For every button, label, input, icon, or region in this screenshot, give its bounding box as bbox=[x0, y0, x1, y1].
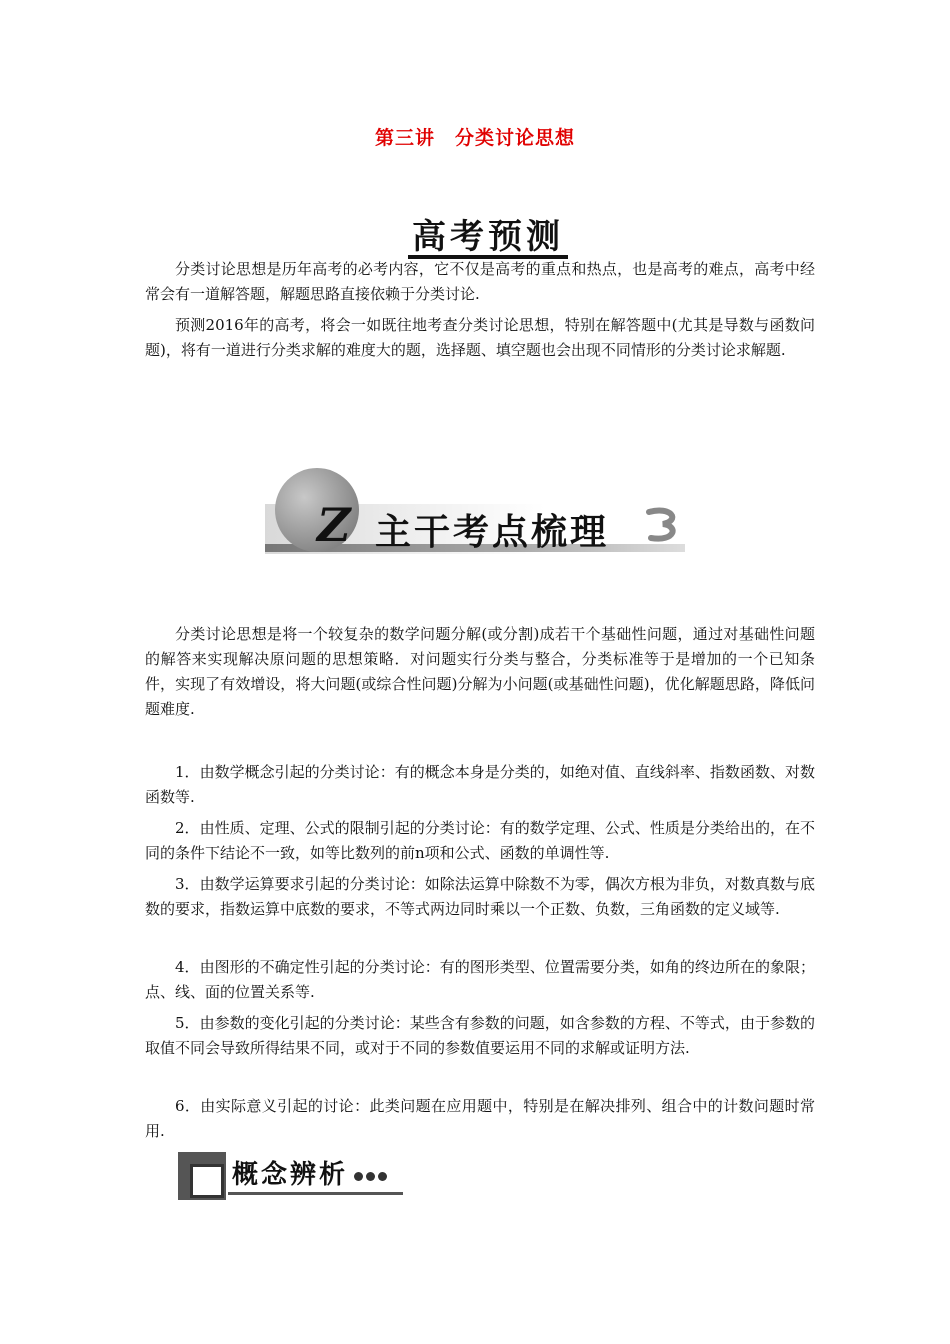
swirl-icon bbox=[641, 502, 685, 546]
review-intro: 分类讨论思想是将一个较复杂的数学问题分解(或分割)成若干个基础性问题，通过对基础性问题的解答来实现解决原问题的思想策略．对问题实行分类与整合，分类标准等于是增加的一个已知条件，实现了有效增设，将大问题(或综合性问题)分解为小问题(或基础性问题)，优化解题思路，降低问题难度. bbox=[145, 625, 815, 718]
banner-underline bbox=[228, 1192, 403, 1195]
forecast-paragraph-2: 预测2016年的高考，将会一如既往地考查分类讨论思想，特别在解答题中(尤其是导数与函数问题)，将有一道进行分类求解的难度大的题，选择题、填空题也会出现不同情形的分类讨论求解题. bbox=[145, 316, 815, 359]
z-letter-icon: Z bbox=[317, 498, 351, 552]
review-item-6: 6．由实际意义引起的讨论：此类问题在应用题中，特别是在解决排列、组合中的计数问题时常用. bbox=[145, 1097, 815, 1140]
review-item-3: 3．由数学运算要求引起的分类讨论：如除法运算中除数不为零，偶次方根为非负，对数真数与底数的要求，指数运算中底数的要求，不等式两边同时乘以一个正数、负数，三角函数的定义域等. bbox=[145, 875, 815, 918]
ellipsis-dots-icon bbox=[354, 1166, 390, 1185]
forecast-paragraph-1: 分类讨论思想是历年高考的必考内容，它不仅是高考的重点和热点，也是高考的难点，高考中经常会有一道解答题，解题思路直接依赖于分类讨论. bbox=[145, 260, 815, 303]
concept-banner bbox=[178, 1148, 403, 1204]
review-item-5: 5．由参数的变化引起的分类讨论：某些含有参数的问题，如含参数的方程、不等式，由于参数的取值不同会导致所得结果不同，或对于不同的参数值要运用不同的求解或证明方法. bbox=[145, 1014, 815, 1057]
forecast-banner-label: 高考预测 bbox=[412, 217, 564, 257]
review-item-1: 1．由数学概念引起的分类讨论：有的概念本身是分类的，如绝对值、直线斜率、指数函数、对数函数等. bbox=[145, 763, 815, 806]
review-banner bbox=[265, 468, 685, 554]
review-item-2: 2．由性质、定理、公式的限制引起的分类讨论：有的数学定理、公式、性质是分类给出的，在不同的条件下结论不一致，如等比数列的前n项和公式、函数的单调性等. bbox=[145, 819, 815, 862]
review-banner-label: 主干考点梳理 bbox=[375, 511, 610, 553]
page-title: 第三讲 分类讨论思想 bbox=[374, 127, 575, 149]
review-item-4: 4．由图形的不确定性引起的分类讨论：有的图形类型、位置需要分类，如角的终边所在的象限；点、线、面的位置关系等. bbox=[145, 958, 815, 1001]
square-inner-icon bbox=[190, 1164, 224, 1198]
concept-banner-label: 概念辨析 bbox=[232, 1160, 349, 1190]
forecast-banner bbox=[408, 205, 568, 259]
